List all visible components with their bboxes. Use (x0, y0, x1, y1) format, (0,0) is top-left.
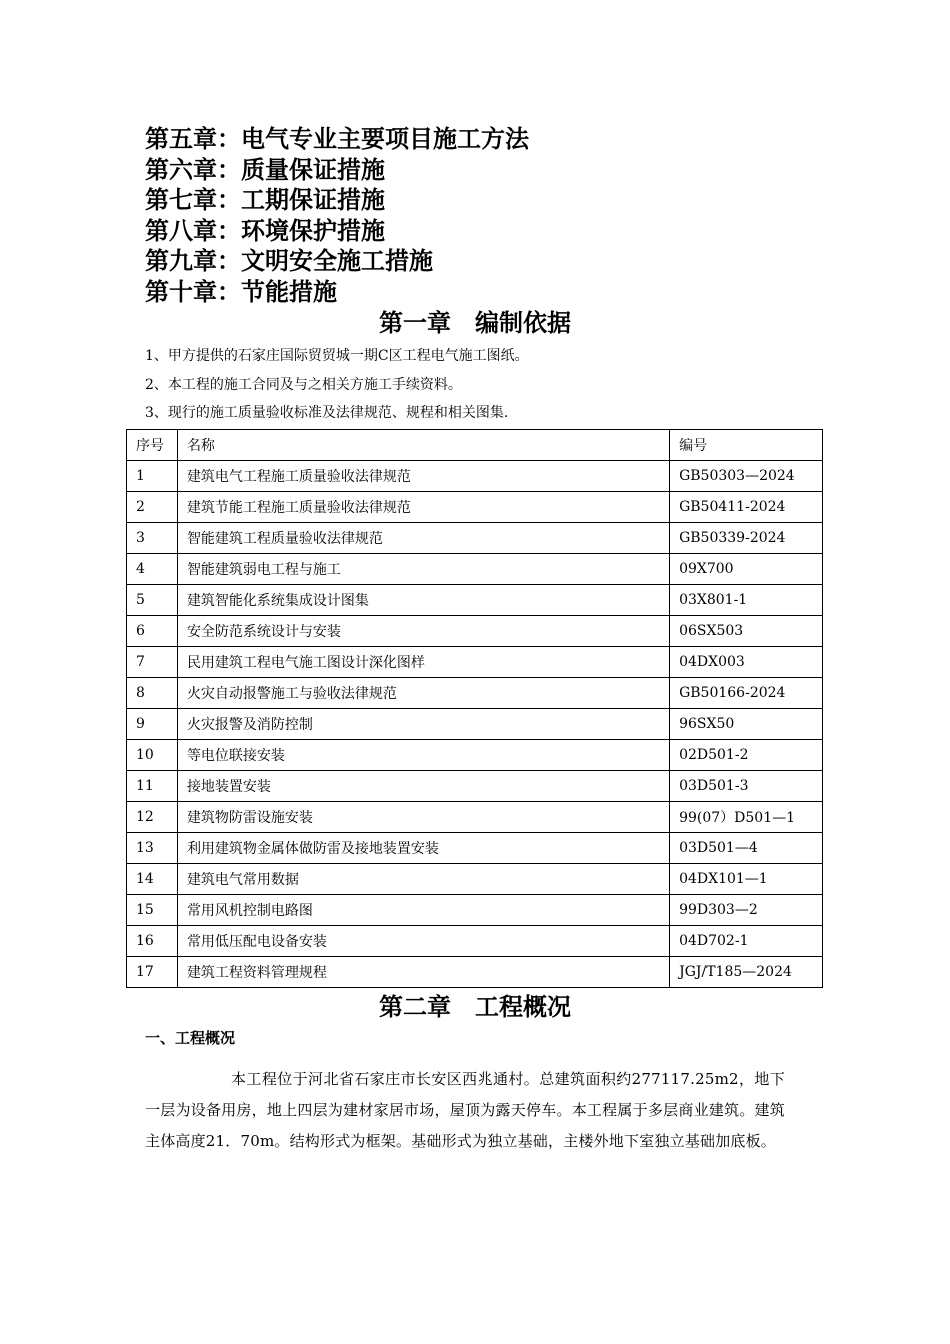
row-number-cell: 12 (127, 802, 178, 833)
toc-entry: 第七章：工期保证措施 (145, 186, 385, 214)
table-row (127, 864, 823, 895)
row-name-cell: 建筑电气工程施工质量验收法律规范 (177, 461, 669, 492)
row-code-cell: 04D702-1 (670, 926, 823, 957)
toc-entry: 第九章：文明安全施工措施 (145, 247, 433, 275)
table-row (127, 554, 823, 585)
table-row (127, 802, 823, 833)
column-header-name: 名称 (177, 430, 669, 461)
row-number-cell: 13 (127, 833, 178, 864)
basis-item: 1、甲方提供的石家庄国际贸贸城一期C区工程电气施工图纸。 (145, 348, 529, 364)
row-code-cell: 04DX101—1 (670, 864, 823, 895)
row-number-cell: 15 (127, 895, 178, 926)
section-heading: 一、工程概况 (145, 1029, 236, 1047)
row-name-cell: 利用建筑物金属体做防雷及接地装置安装 (177, 833, 669, 864)
table-row (127, 709, 823, 740)
row-name-cell: 建筑工程资料管理规程 (177, 957, 669, 988)
row-name-cell: 火灾报警及消防控制 (177, 709, 669, 740)
row-code-cell: JGJ/T185—2024 (670, 957, 823, 988)
row-code-cell: 03X801-1 (670, 585, 823, 616)
row-code-cell: 99(07）D501—1 (670, 802, 823, 833)
row-number-cell: 5 (127, 585, 178, 616)
row-code-cell: 04DX003 (670, 647, 823, 678)
standards-table (126, 429, 823, 988)
row-code-cell: 09X700 (670, 554, 823, 585)
row-code-cell: 99D303—2 (670, 895, 823, 926)
table-row (127, 647, 823, 678)
table-row (127, 895, 823, 926)
table-row (127, 771, 823, 802)
row-code-cell: GB50339-2024 (670, 523, 823, 554)
table-row (127, 926, 823, 957)
row-code-cell: 02D501-2 (670, 740, 823, 771)
table-row (127, 833, 823, 864)
row-name-cell: 建筑电气常用数据 (177, 864, 669, 895)
row-name-cell: 安全防范系统设计与安装 (177, 616, 669, 647)
row-name-cell: 常用低压配电设备安装 (177, 926, 669, 957)
row-code-cell: 03D501-3 (670, 771, 823, 802)
row-name-cell: 建筑物防雷设施安装 (177, 802, 669, 833)
toc-entry: 第八章：环境保护措施 (145, 216, 385, 245)
table-row (127, 678, 823, 709)
table-row (127, 740, 823, 771)
chapter-one-title: 第一章 编制依据 (379, 309, 571, 337)
row-code-cell: GB50411-2024 (670, 492, 823, 523)
table-row (127, 461, 823, 492)
row-number-cell: 14 (127, 864, 178, 895)
table-of-contents (145, 124, 529, 307)
table-header-row (127, 430, 823, 461)
basis-item: 3、现行的施工质量验收标准及法律规范、规程和相关图集. (145, 405, 509, 421)
table-row (127, 585, 823, 616)
row-code-cell: GB50303—2024 (670, 461, 823, 492)
row-name-cell: 接地装置安装 (177, 771, 669, 802)
project-overview-paragraph: 本工程位于河北省石家庄市长安区西兆通村。总建筑面积约277117.25m2，地下一层为设备用房，地上四层为建材家居市场，屋顶为露天停车。本工程属于多层商业建筑。建筑主体高度21．70m。结构形式为框架。基础形式为独立基础，主楼外地下室独立基础加底板。 (145, 1070, 785, 1150)
row-number-cell: 11 (127, 771, 178, 802)
row-number-cell: 8 (127, 678, 178, 709)
column-header-number: 序号 (127, 430, 178, 461)
row-number-cell: 16 (127, 926, 178, 957)
row-name-cell: 智能建筑弱电工程与施工 (177, 554, 669, 585)
row-number-cell: 6 (127, 616, 178, 647)
row-number-cell: 2 (127, 492, 178, 523)
row-name-cell: 等电位联接安装 (177, 740, 669, 771)
row-number-cell: 7 (127, 647, 178, 678)
toc-entry: 第六章：质量保证措施 (145, 155, 385, 184)
column-header-code: 编号 (670, 430, 823, 461)
row-number-cell: 9 (127, 709, 178, 740)
toc-entry: 第五章：电气专业主要项目施工方法 (145, 125, 529, 153)
row-number-cell: 1 (127, 461, 178, 492)
row-code-cell: 06SX503 (670, 616, 823, 647)
table-row (127, 957, 823, 988)
row-name-cell: 建筑节能工程施工质量验收法律规范 (177, 492, 669, 523)
row-name-cell: 智能建筑工程质量验收法律规范 (177, 523, 669, 554)
row-name-cell: 常用风机控制电路图 (177, 895, 669, 926)
row-number-cell: 4 (127, 554, 178, 585)
row-name-cell: 建筑智能化系统集成设计图集 (177, 585, 669, 616)
table-row (127, 616, 823, 647)
chapter-two-title: 第二章 工程概况 (379, 993, 571, 1021)
toc-entry: 第十章：节能措施 (145, 277, 337, 306)
basis-item: 2、本工程的施工合同及与之相关方施工手续资料。 (145, 376, 462, 393)
table-row (127, 492, 823, 523)
row-name-cell: 火灾自动报警施工与验收法律规范 (177, 678, 669, 709)
row-code-cell: 96SX50 (670, 709, 823, 740)
row-number-cell: 10 (127, 740, 178, 771)
table-row (127, 523, 823, 554)
row-number-cell: 17 (127, 957, 178, 988)
row-code-cell: 03D501—4 (670, 833, 823, 864)
basis-list (145, 342, 529, 428)
row-code-cell: GB50166-2024 (670, 678, 823, 709)
row-name-cell: 民用建筑工程电气施工图设计深化图样 (177, 647, 669, 678)
row-number-cell: 3 (127, 523, 178, 554)
